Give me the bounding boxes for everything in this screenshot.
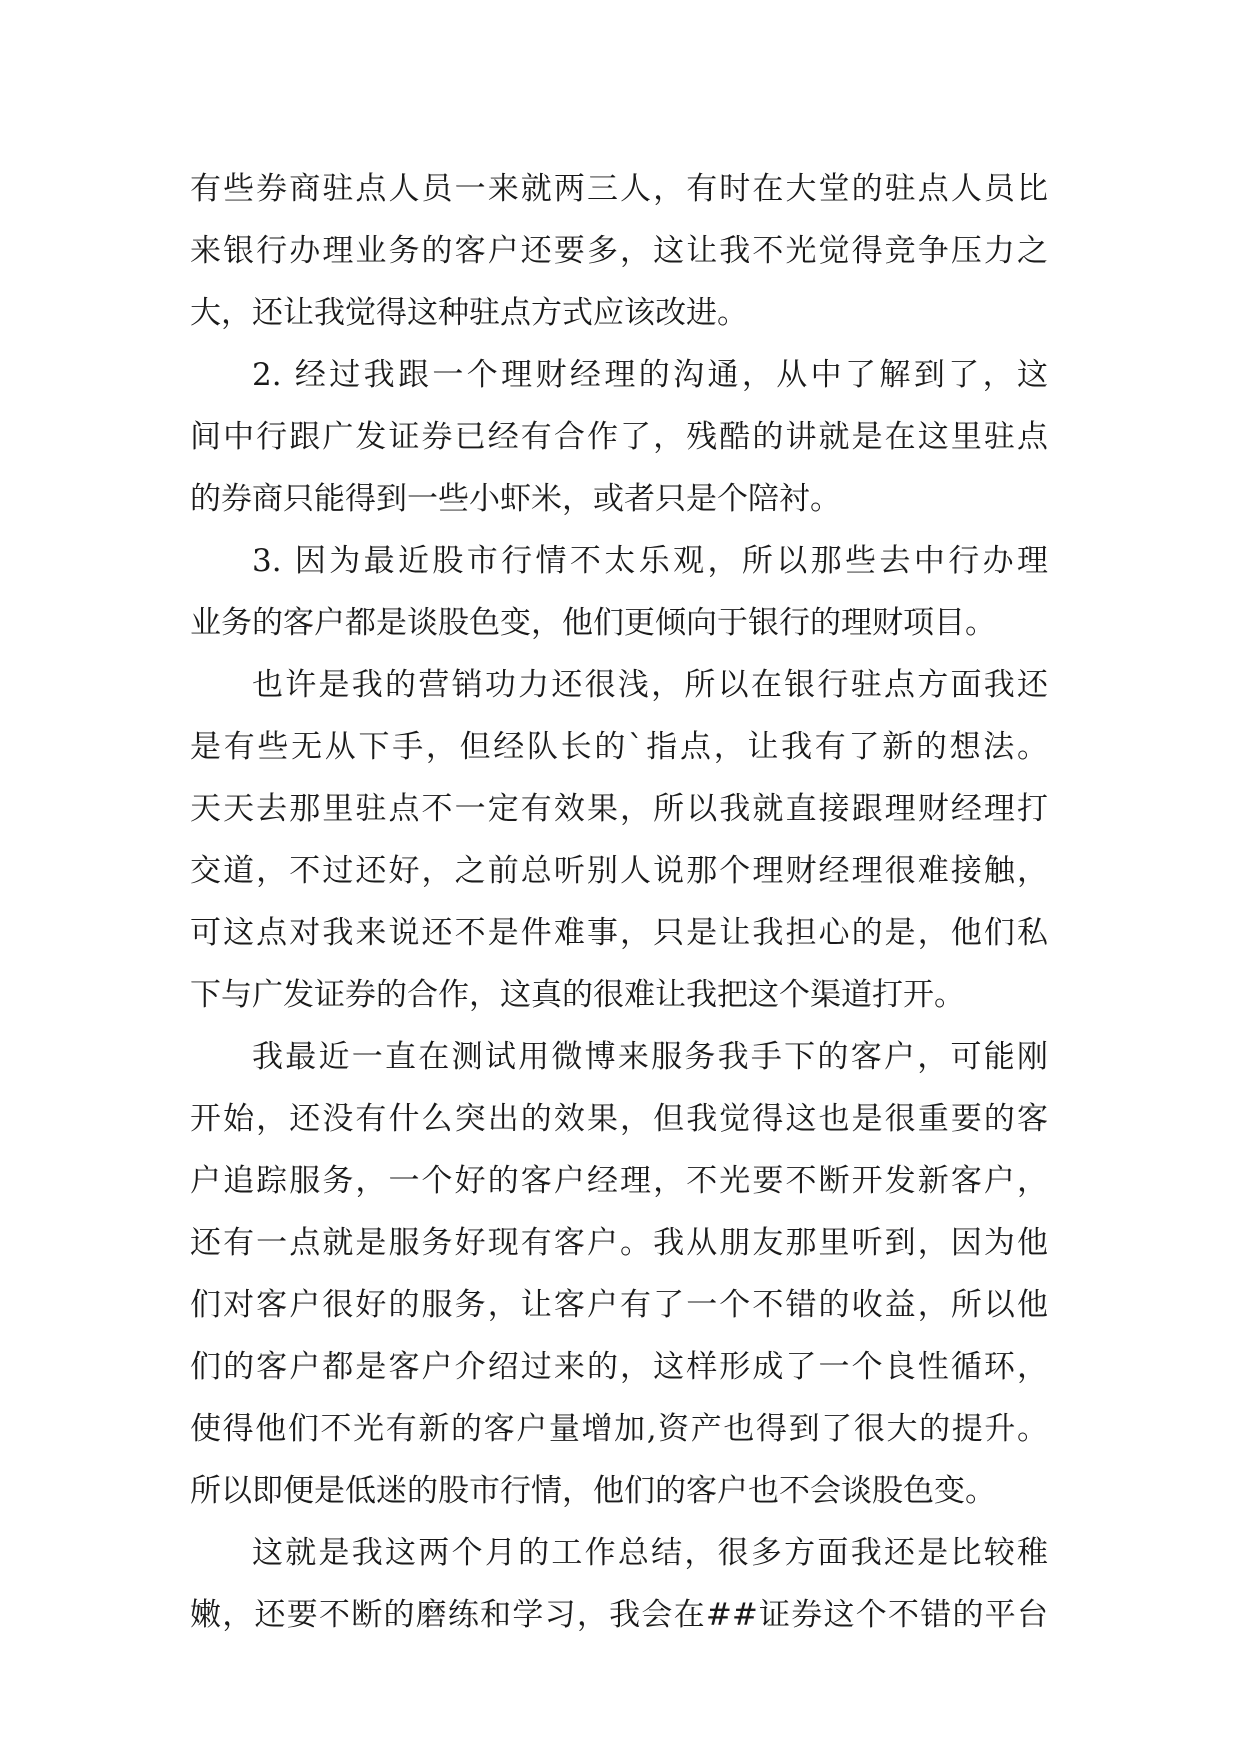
text-line: 还有一点就是服务好现有客户。我从朋友那里听到，因为他 xyxy=(190,1225,1048,1261)
text-line: 间中行跟广发证券已经有合作了，残酷的讲就是在这里驻点 xyxy=(190,419,1048,455)
text-line: 们对客户很好的服务，让客户有了一个不错的收益，所以他 xyxy=(190,1287,1048,1323)
text-line: 2. 经过我跟一个理财经理的沟通，从中了解到了，这 xyxy=(252,357,1048,393)
body-text xyxy=(190,158,1048,1646)
text-line: 大，还让我觉得这种驻点方式应该改进。 xyxy=(190,295,748,331)
text-line: 的券商只能得到一些小虾米，或者只是个陪衬。 xyxy=(190,481,841,517)
text-line: 户追踪服务，一个好的客户经理，不光要不断开发新客户， xyxy=(190,1163,1048,1199)
text-line: 嫩，还要不断的磨练和学习，我会在##证券这个不错的平台 xyxy=(190,1597,1048,1633)
text-line: 也许是我的营销功力还很浅，所以在银行驻点方面我还 xyxy=(252,667,1048,703)
text-line: 业务的客户都是谈股色变，他们更倾向于银行的理财项目。 xyxy=(190,605,996,641)
text-line: 使得他们不光有新的客户量增加,资产也得到了很大的提升。 xyxy=(190,1411,1048,1447)
text-line: 我最近一直在测试用微博来服务我手下的客户，可能刚 xyxy=(252,1039,1048,1075)
text-line: 这就是我这两个月的工作总结，很多方面我还是比较稚 xyxy=(252,1535,1048,1571)
text-line: 开始，还没有什么突出的效果，但我觉得这也是很重要的客 xyxy=(190,1101,1048,1137)
text-line: 们的客户都是客户介绍过来的，这样形成了一个良性循环， xyxy=(190,1349,1048,1385)
text-line: 3. 因为最近股市行情不太乐观，所以那些去中行办理 xyxy=(252,543,1048,579)
text-line: 所以即便是低迷的股市行情，他们的客户也不会谈股色变。 xyxy=(190,1473,996,1509)
text-line: 是有些无从下手，但经队长的`指点，让我有了新的想法。 xyxy=(190,729,1048,765)
text-line: 可这点对我来说还不是件难事，只是让我担心的是，他们私 xyxy=(190,915,1048,951)
text-line: 下与广发证券的合作，这真的很难让我把这个渠道打开。 xyxy=(190,977,965,1013)
text-line: 天天去那里驻点不一定有效果，所以我就直接跟理财经理打 xyxy=(190,791,1048,827)
text-line: 有些券商驻点人员一来就两三人，有时在大堂的驻点人员比 xyxy=(190,171,1048,207)
text-line: 交道，不过还好，之前总听别人说那个理财经理很难接触， xyxy=(190,853,1048,889)
text-line: 来银行办理业务的客户还要多，这让我不光觉得竞争压力之 xyxy=(190,233,1048,269)
